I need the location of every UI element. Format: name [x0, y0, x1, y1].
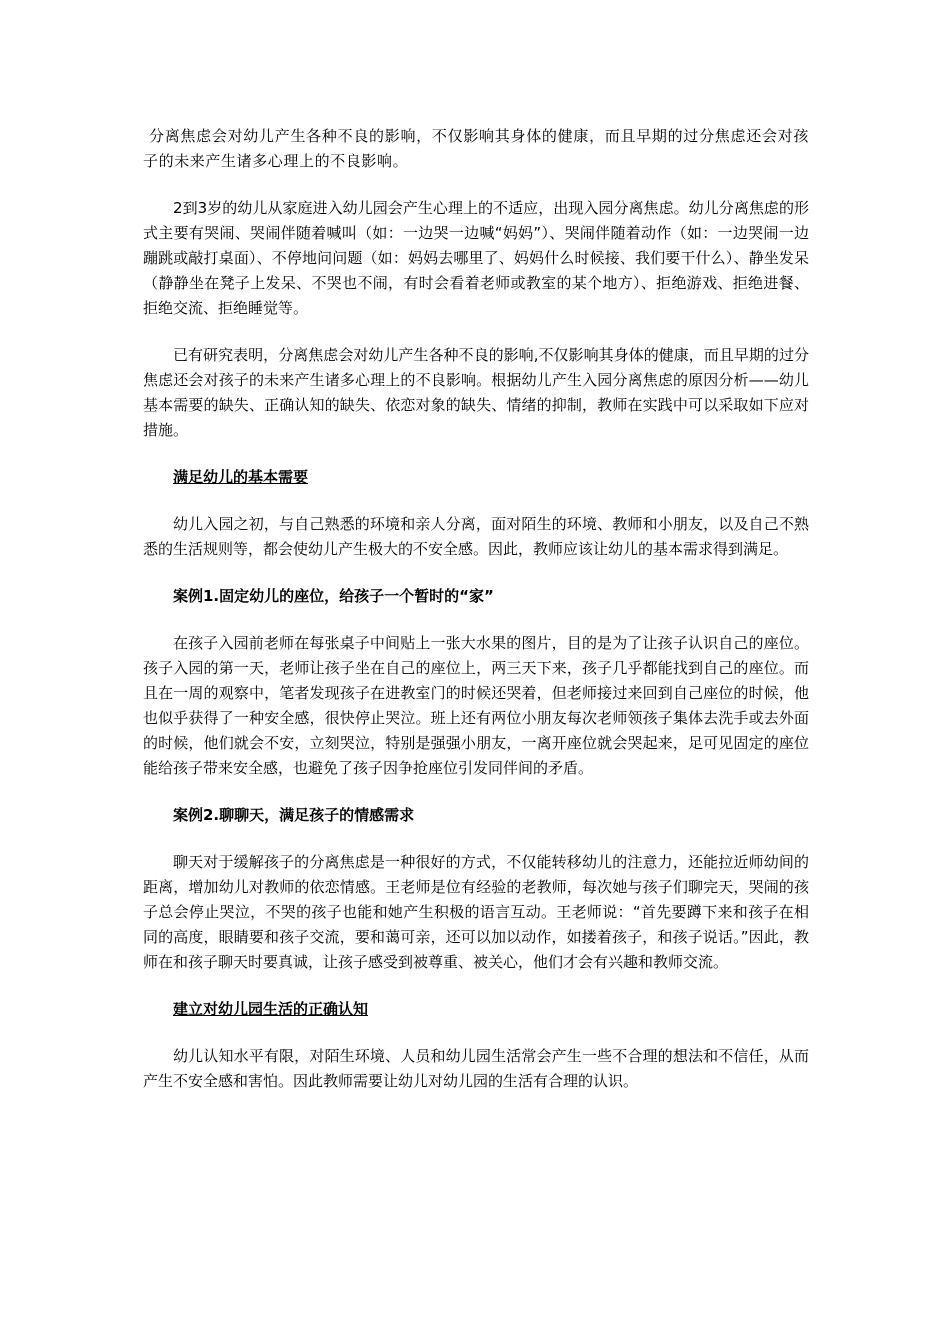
basic-needs-paragraph: 幼儿入园之初，与自己熟悉的环境和亲人分离，面对陌生的环境、教师和小朋友，以及自己不熟悉的生活规则等，都会使幼儿产生极大的不安全感。因此，教师应该让幼儿的基本需求得到满足。	[143, 515, 809, 558]
case-2-title: 案例2.聊聊天，满足孩子的情感需求	[173, 806, 415, 824]
research-paragraph: 已有研究表明，分离焦虑会对幼儿产生各种不良的影响,不仅影响其身体的健康，而且早期的过分焦虑还会对孩子的未来产生诸多心理上的不良影响。根据幼儿产生入园分离焦虑的原因分析——幼儿基本需要的缺失、正确认知的缺失、依恋对象的缺失、情绪的抑制，教师在实践中可以采取如下应对措施。	[143, 346, 809, 439]
document-body	[143, 124, 809, 1116]
section-heading-cognition-text: 建立对幼儿园生活的正确认知	[173, 1000, 369, 1018]
case-1-title: 案例1.固定幼儿的座位，给孩子一个暂时的“家”	[173, 587, 494, 605]
cognition-paragraph: 幼儿认知水平有限，对陌生环境、人员和幼儿园生活常会产生一些不合理的想法和不信任，从而产生不安全感和害怕。因此教师需要让幼儿对幼儿园的生活有合理的认识。	[143, 1047, 809, 1090]
intro-summary-paragraph: 分离焦虑会对幼儿产生各种不良的影响，不仅影响其身体的健康，而且早期的过分焦虑还会对孩子的未来产生诸多心理上的不良影响。	[143, 127, 809, 170]
section-heading-basic-needs	[143, 465, 809, 490]
case-2-body: 聊天对于缓解孩子的分离焦虑是一种很好的方式，不仅能转移幼儿的注意力，还能拉近师幼间的距离，增加幼儿对教师的依恋情感。王老师是位有经验的老教师，每次她与孩子们聊完天，哭闹的孩子总会停止哭泣，不哭的孩子也能和她产生积极的语言互动。王老师说：“首先要蹲下来和孩子在相同的高度，眼睛要和孩子交流，要和蔼可亲，还可以加以动作，如搂着孩子，和孩子说话。”因此，教师在和孩子聊天时要真诚，让孩子感受到被尊重、被关心，他们才会有兴趣和教师交流。	[143, 853, 809, 971]
case-1-body: 在孩子入园前老师在每张桌子中间贴上一张大水果的图片，目的是为了让孩子认识自己的座位。孩子入园的第一天，老师让孩子坐在自己的座位上，两三天下来，孩子几乎都能找到自己的座位。而且在一周的观察中，笔者发现孩子在进教室门的时候还哭着，但老师接过来回到自己座位的时候，他也似乎获得了一种安全感，很快停止哭泣。班上还有两位小朋友每次老师领孩子集体去洗手或去外面的时候，他们就会不安，立刻哭泣，特别是强强小朋友，一离开座位就会哭起来，足可见固定的座位能给孩子带来安全感，也避免了孩子因争抢座位引发同伴间的矛盾。	[143, 634, 809, 777]
section-heading-cognition	[143, 997, 809, 1022]
section-heading-basic-needs-text: 满足幼儿的基本需要	[173, 468, 309, 486]
separation-anxiety-forms-paragraph: 2到3岁的幼儿从家庭进入幼儿园会产生心理上的不适应，出现入园分离焦虑。幼儿分离焦虑的形式主要有哭闹、哭闹伴随着喊叫（如：一边哭一边喊“妈妈”）、哭闹伴随着动作（如：一边哭闹一边蹦跳或敲打桌面）、不停地问问题（如：妈妈去哪里了、妈妈什么时候接、我们要干什么）、静坐发呆（静静坐在凳子上发呆、不哭也不闹，有时会看着老师或教室的某个地方）、拒绝游戏、拒绝进餐、拒绝交流、拒绝睡觉等。	[143, 199, 809, 317]
